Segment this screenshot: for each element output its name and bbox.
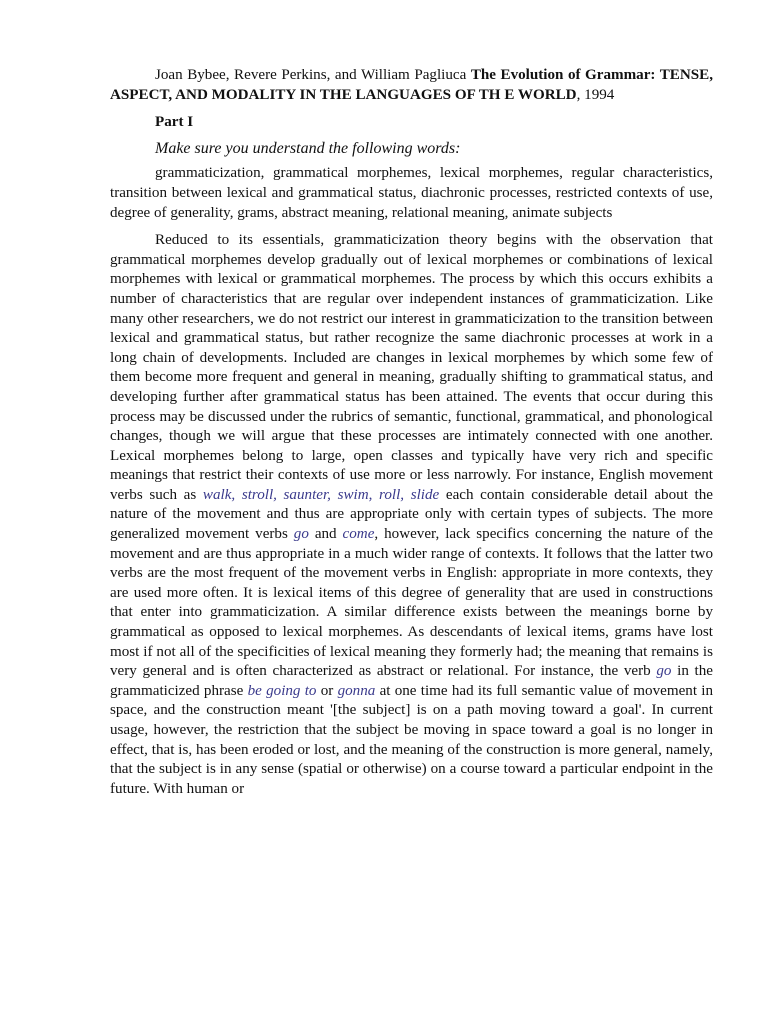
body-text: at one time had its full semantic value of movement in space, and the construction meant '[the subject] is on a path moving toward a goal'. In current usage, however, the restriction that the subject be moving in space toward a goal is no longer in effect, that is, has been eroded or lost, and the meaning of the construction is more general, namely, that the subject is in any sense (spatial or otherwise) on a course toward a particular endpoint in the future. With human or: [110, 682, 714, 797]
body-text: or: [316, 682, 338, 699]
body-text: Reduced to its essentials, grammaticization theory begins with the observation that grammatical morphemes develop gradually out of lexical morphemes or combinations of lexical morphemes with lexical or grammatical morphemes. The process by which this occurs exhibits a number of characteristics that are regular over independent instances of grammaticization. Like many other researchers, we do not restrict our interest in grammaticization to the transition between lexical and grammatical status, but rather recognize the same diachronic processes at work in a long chain of developments. Included are changes in lexical morphemes by which some few of them become more frequent and general in meaning, gradually shifting to grammatical status, and developing further after grammatical status has been attained. The events that occur during this process may be discussed under the rubrics of semantic, functional, grammatical, and phonological changes, though we will argue that these processes are intimately connected with one another. Lexical morphemes belong to large, open classes and typically have very rich and specific meanings that restrict their contexts of use more or less narrowly. For instance, English movement verbs such as: [110, 232, 713, 503]
part-heading: Part I: [155, 114, 194, 131]
body-text: in the grammaticized phrase: [110, 663, 713, 699]
vocabulary-word-list: grammaticization, grammatical morphemes, lexical morphemes, regular characteristics, transition between lexical and grammatical status, diachronic processes, restricted contexts of use, degree of generality, grams, abstract meaning, relational meaning, animate subjects: [110, 165, 713, 221]
body-paragraph: [110, 231, 713, 799]
body-text: and: [308, 526, 343, 543]
vocabulary-instruction: Make sure you understand the following words:: [155, 139, 461, 157]
example-word: go: [293, 526, 309, 543]
example-word: come: [342, 526, 375, 543]
example-word: gonna: [337, 682, 376, 699]
body-text: each contain considerable detail about the nature of the movement and thus are appropriate only with certain types of subjects. The more generalized movement verbs: [110, 486, 713, 543]
citation-year: , 1994: [576, 86, 615, 103]
document-content: [110, 66, 713, 799]
citation-title: The Evolution of Grammar: TENSE, ASPECT, AND MODALITY IN THE LANGUAGES OF TH E WORLD: [110, 67, 713, 103]
example-word: go: [656, 663, 672, 680]
example-phrase: be going to: [247, 682, 317, 699]
body-text: , however, lack specifics concerning the nature of the movement and are thus appropriate in a much wider range of contexts. It follows that the latter two verbs are the most frequent of the movement verbs in English: appropriate in more contexts, they are used more often. It is lexical items of this degree of generality that are used in constructions that enter into grammaticization. A similar difference exists between the meanings borne by grammatical as opposed to lexical morphemes. As descendants of lexical items, grams have lost most if not all of the specificities of lexical meaning they formerly had; the meaning that remains is very general and is often characterized as abstract or relational. For instance, the verb: [110, 526, 713, 680]
citation-header: [110, 66, 713, 105]
citation-authors: Joan Bybee, Revere Perkins, and William Pagliuca: [155, 67, 467, 83]
example-words: walk, stroll, saunter, swim, roll, slide: [202, 486, 440, 503]
